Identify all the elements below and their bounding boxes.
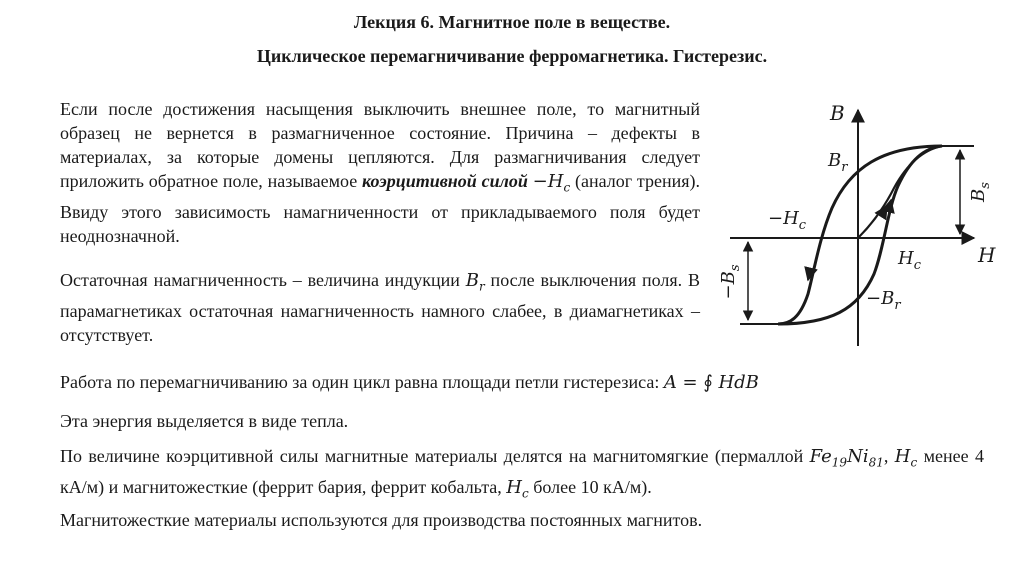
ni-symbol: Ni (847, 446, 869, 467)
br-sub: r (841, 160, 848, 175)
paragraph-coercive-force (60, 97, 700, 248)
paragraph-energy-heat: Эта энергия выделяется в виде тепла. (60, 411, 349, 431)
label-br (827, 150, 848, 175)
initial-magnetization-curve (858, 146, 942, 238)
paragraph-remanence (60, 268, 700, 347)
neg-bs-sub: s (728, 264, 743, 272)
symbol-hc-soft (894, 446, 918, 470)
neg-hc-minus: − (768, 208, 784, 229)
slide-subtitle: Циклическое перемагничивание ферромагнетика. Гистерезис. (256, 46, 768, 66)
paragraph-materials-classification (60, 444, 984, 505)
symbol-minus-hc (532, 171, 571, 195)
para5-text-c: более 10 кА/м). (528, 476, 652, 497)
formula-permalloy (809, 446, 884, 470)
para3-text: Работа по перемагничиванию за один цикл равна площади петли гистерезиса: (60, 372, 664, 392)
br-b: B (828, 150, 842, 171)
label-neg-bs (718, 264, 743, 299)
label-bs (968, 182, 993, 203)
label-hc (897, 248, 922, 273)
hc-hard-sub: c (522, 486, 529, 501)
para5-text-b: менее 4 кА/м) и магнитожесткие (феррит бария, феррит кобальта, (60, 446, 985, 497)
minus-sign: − (532, 171, 548, 192)
lecture-title: Лекция 6. Магнитное поле в веществе. (353, 12, 671, 32)
neg-bs-minus: − (718, 284, 739, 300)
symbol-br (465, 270, 485, 294)
formula-lhs: A (663, 372, 677, 393)
paragraph-work-formula (60, 370, 980, 395)
term-coercive-force: коэрцитивной силой (362, 171, 528, 191)
formula-integral: = ∮ (676, 372, 719, 393)
neg-hc-h: H (783, 208, 799, 229)
para2-text-b: после выключения поля. В парамагнетиках остаточная намагниченность намного слабее, в диамагнетиках – отсутствует. (60, 270, 701, 345)
neg-hc-sub: c (798, 218, 807, 233)
paragraph-hard-magnets-usage: Магнитожесткие материалы используются для производства постоянных магнитов. (60, 510, 703, 530)
hc-soft-sub: c (910, 455, 918, 470)
subscript-c: c (563, 180, 571, 195)
bs-sub: s (978, 182, 993, 189)
symbol-b: B (465, 270, 479, 291)
para1-text-b: (аналог трения). Ввиду этого зависимость намагниченности от прикладываемого поля будет неоднозначной. (60, 171, 701, 246)
work-formula (664, 372, 759, 393)
label-neg-hc (768, 208, 807, 233)
para1-text-a: Если после достижения насыщения выключить внешнее поле, то магнитный образец не вернется в размагниченное состояние. Причина – дефекты в материалах, за которые домены цепляются. Для размагничивания следует приложить обратное поле, называемое (60, 99, 700, 191)
hc-h: H (898, 248, 914, 269)
para5-text-a: По величине коэрцитивной силы магнитные материалы делятся на магнитомягкие (пермаллой (60, 446, 810, 466)
symbol-h: H (547, 171, 564, 192)
ni-subscript: 81 (868, 455, 884, 470)
subscript-r: r (478, 279, 485, 294)
comma-separator: , (883, 446, 895, 466)
symbol-hc-hard (506, 476, 529, 501)
label-neg-br (866, 288, 901, 313)
hc-sub: c (913, 258, 921, 273)
fe-subscript: 19 (831, 455, 848, 470)
neg-br-sub: r (894, 298, 901, 313)
axis-label-b: B (830, 101, 845, 125)
neg-br-minus: − (866, 288, 882, 309)
hc-soft-h: H (894, 446, 911, 467)
neg-bs-b: B (718, 271, 739, 285)
axis-label-h: H (978, 243, 996, 267)
bs-b: B (968, 188, 989, 202)
neg-br-b: B (881, 288, 895, 309)
para2-text-a: Остаточная намагниченность – величина индукции (60, 270, 466, 290)
hc-hard-h: H (506, 476, 522, 498)
fe-symbol: Fe (809, 446, 832, 467)
hysteresis-loop-diagram (712, 96, 1012, 358)
formula-rhs: HdB (718, 372, 759, 393)
